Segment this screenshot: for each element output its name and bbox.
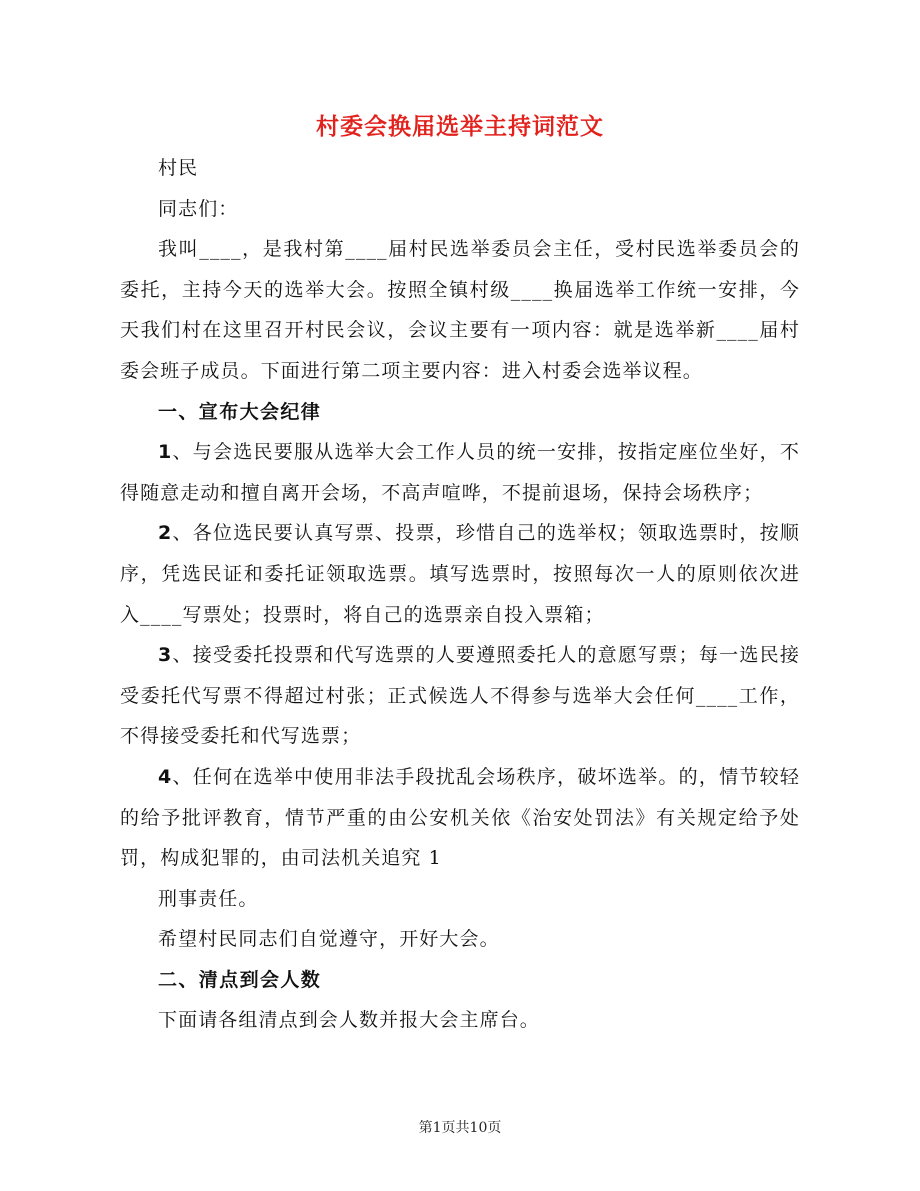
item-text: 、接受委托投票和代写选票的人要遵照委托人的意愿写票；每一选民接受委托代写票不得超过村张；正式候选人不得参与选举大会任何____工作，不得接受委托和代写选票；: [120, 644, 800, 748]
paragraph-text: 希望村民同志们自觉遵守，开好大会。: [158, 928, 500, 951]
section-heading-1: [120, 392, 800, 433]
paragraph-text: 刑事责任。: [158, 887, 259, 910]
item-number: 2: [158, 522, 173, 545]
item-number: 1: [158, 441, 173, 464]
paragraph-text: 村民: [158, 157, 199, 179]
paragraph-hope: [120, 919, 800, 960]
item-text: 、任何在选举中使用非法手段扰乱会场秩序，破坏选举。的，情节较轻的给予批评教育，情节严重的由公安机关依《治安处罚法》有关规定给予处罚，构成犯罪的，由司法机关追究 1: [120, 765, 800, 870]
paragraph-salutation-comrades: [120, 189, 800, 230]
heading-text: 一、宣布大会纪律: [158, 400, 322, 423]
rule-item-3: [120, 635, 800, 757]
item-text: 、各位选民要认真写票、投票，珍惜自己的选举权；领取选票时，按顺序，凭选民证和委托证领取选票。填写选票时，按照每次一人的原则依次进入____写票处；投票时，将自己的选票亲自投入票箱；: [120, 522, 800, 626]
document-body: [120, 148, 800, 1041]
page-footer: 第1页共10页: [418, 1120, 502, 1136]
paragraph-text: 我叫____，是我村第____届村民选举委员会主任，受村民选举委员会的委托，主持今天的选举大会。按照全镇村级____换届选举工作统一安排，今天我们村在这里召开村民会议，会议主要有一项内容：就是选举新____届村委会班子成员。下面进行第二项主要内容：进入村委会选举议程。: [120, 238, 800, 382]
paragraph-salutation-villagers: [120, 148, 800, 189]
rule-item-1: [120, 432, 800, 513]
paragraph-text: 下面请各组清点到会人数并报大会主席台。: [158, 1009, 540, 1032]
rule-item-4: [120, 757, 800, 879]
heading-text: 二、清点到会人数: [158, 968, 322, 991]
item-text: 、与会选民要服从选举大会工作人员的统一安排，按指定座位坐好，不得随意走动和擅自离开会场，不高声喧哗，不提前退场，保持会场秩序；: [120, 441, 800, 504]
item-number: 3: [158, 644, 173, 667]
document-title: 村委会换届选举主持词范文: [316, 113, 604, 140]
paragraph-intro: [120, 229, 800, 391]
item-number: 4: [158, 765, 173, 788]
rule-item-2: [120, 513, 800, 635]
paragraph-criminal-liability: [120, 879, 800, 920]
paragraph-text: 同志们：: [158, 197, 239, 220]
section-heading-2: [120, 960, 800, 1001]
paragraph-count-attendees: [120, 1000, 800, 1041]
